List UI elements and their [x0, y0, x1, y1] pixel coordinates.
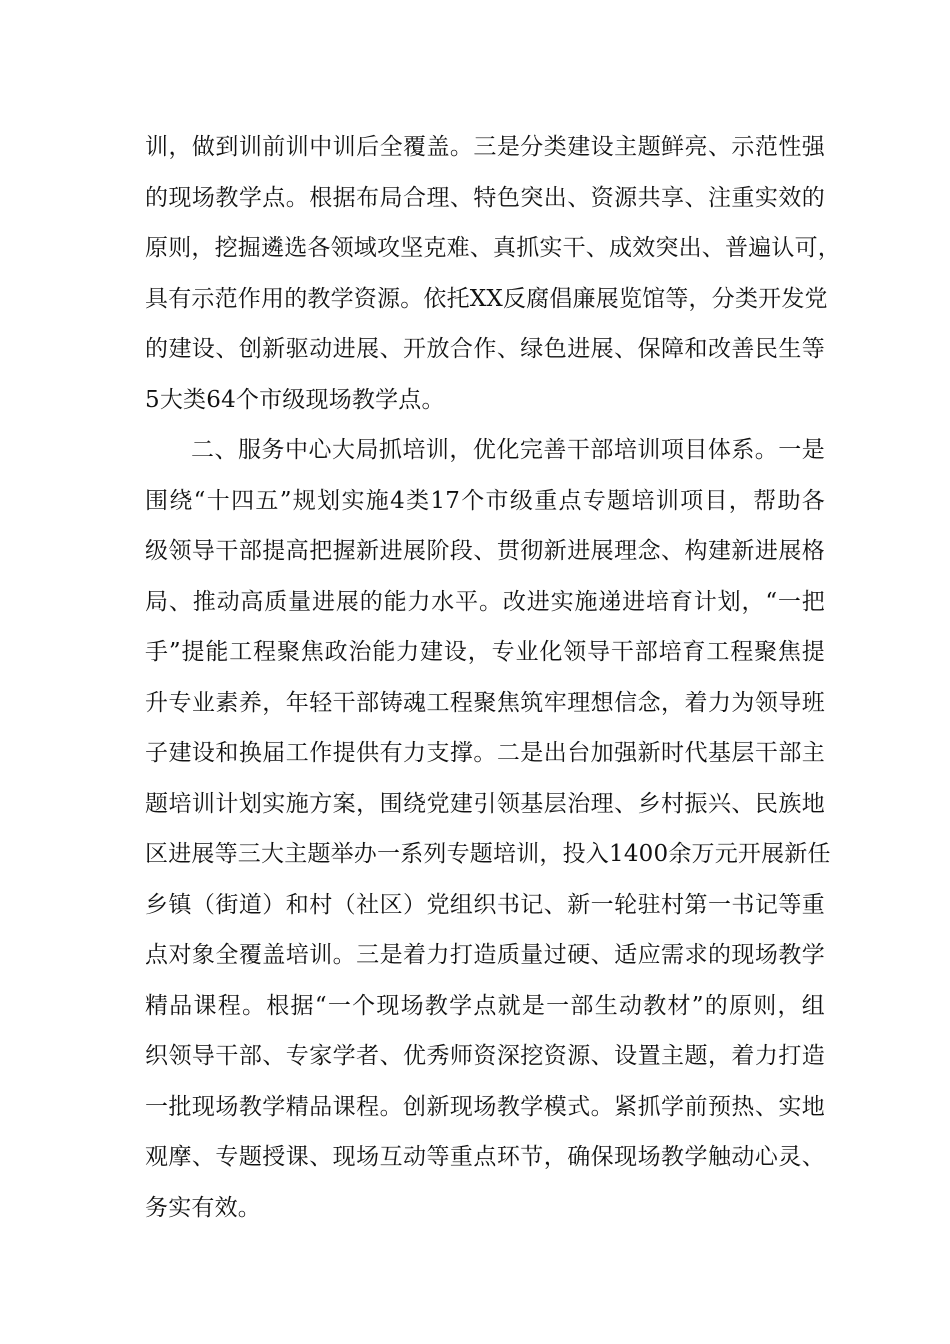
text-line: 精品课程。根据“一个现场教学点就是一部生动教材”的原则，组 — [145, 992, 825, 1019]
text-line: 原则，挖掘遴选各领域攻坚克难、真抓实干、成效突出、普遍认可， — [145, 235, 841, 261]
text-line: 题培训计划实施方案，围绕党建引领基层治理、乡村振兴、民族地 — [145, 790, 825, 817]
text-line: 5大类64个市级现场教学点。 — [145, 386, 445, 413]
text-line: 级领导干部提高把握新进展阶段、贯彻新进展理念、构建新进展格 — [145, 538, 825, 564]
text-line: 的建设、创新驱动进展、开放合作、绿色进展、保障和改善民生等 — [145, 336, 825, 362]
text-line: 务实有效。 — [145, 1194, 261, 1221]
document-body — [145, 122, 841, 1233]
paragraph-start-line: 二、服务中心大局抓培训，优化完善干部培训项目体系。一是 — [191, 437, 825, 463]
text-line: 的现场教学点。根据布局合理、特色突出、资源共享、注重实效的 — [145, 184, 825, 211]
text-line: 子建设和换届工作提供有力支撑。二是出台加强新时代基层干部主 — [145, 740, 825, 766]
text-line: 升专业素养，年轻干部铸魂工程聚焦筑牢理想信念，着力为领导班 — [145, 689, 825, 716]
text-line: 局、推动高质量进展的能力水平。改进实施递进培育计划，“一把 — [145, 588, 825, 615]
text-line: 点对象全覆盖培训。三是着力打造质量过硬、适应需求的现场教学 — [145, 942, 825, 968]
text-line: 观摩、专题授课、现场互动等重点环节，确保现场教学触动心灵、 — [145, 1144, 825, 1170]
text-line: 织领导干部、专家学者、优秀师资深挖资源、设置主题，着力打造 — [145, 1043, 825, 1069]
text-line: 手”提能工程聚焦政治能力建设，专业化领导干部培育工程聚焦提 — [145, 639, 825, 665]
text-line: 乡镇（街道）和村（社区）党组织书记、新一轮驻村第一书记等重 — [145, 891, 825, 918]
text-line: 围绕“十四五”规划实施4类17个市级重点专题培训项目，帮助各 — [145, 487, 825, 514]
text-line: 区进展等三大主题举办一系列专题培训，投入1400余万元开展新任 — [145, 841, 831, 867]
text-line: 训，做到训前训中训后全覆盖。三是分类建设主题鲜亮、示范性强 — [145, 134, 825, 160]
text-line: 一批现场教学精品课程。创新现场教学模式。紧抓学前预热、实地 — [145, 1093, 825, 1120]
text-line: 具有示范作用的教学资源。依托XX反腐倡廉展览馆等，分类开发党 — [145, 285, 828, 312]
